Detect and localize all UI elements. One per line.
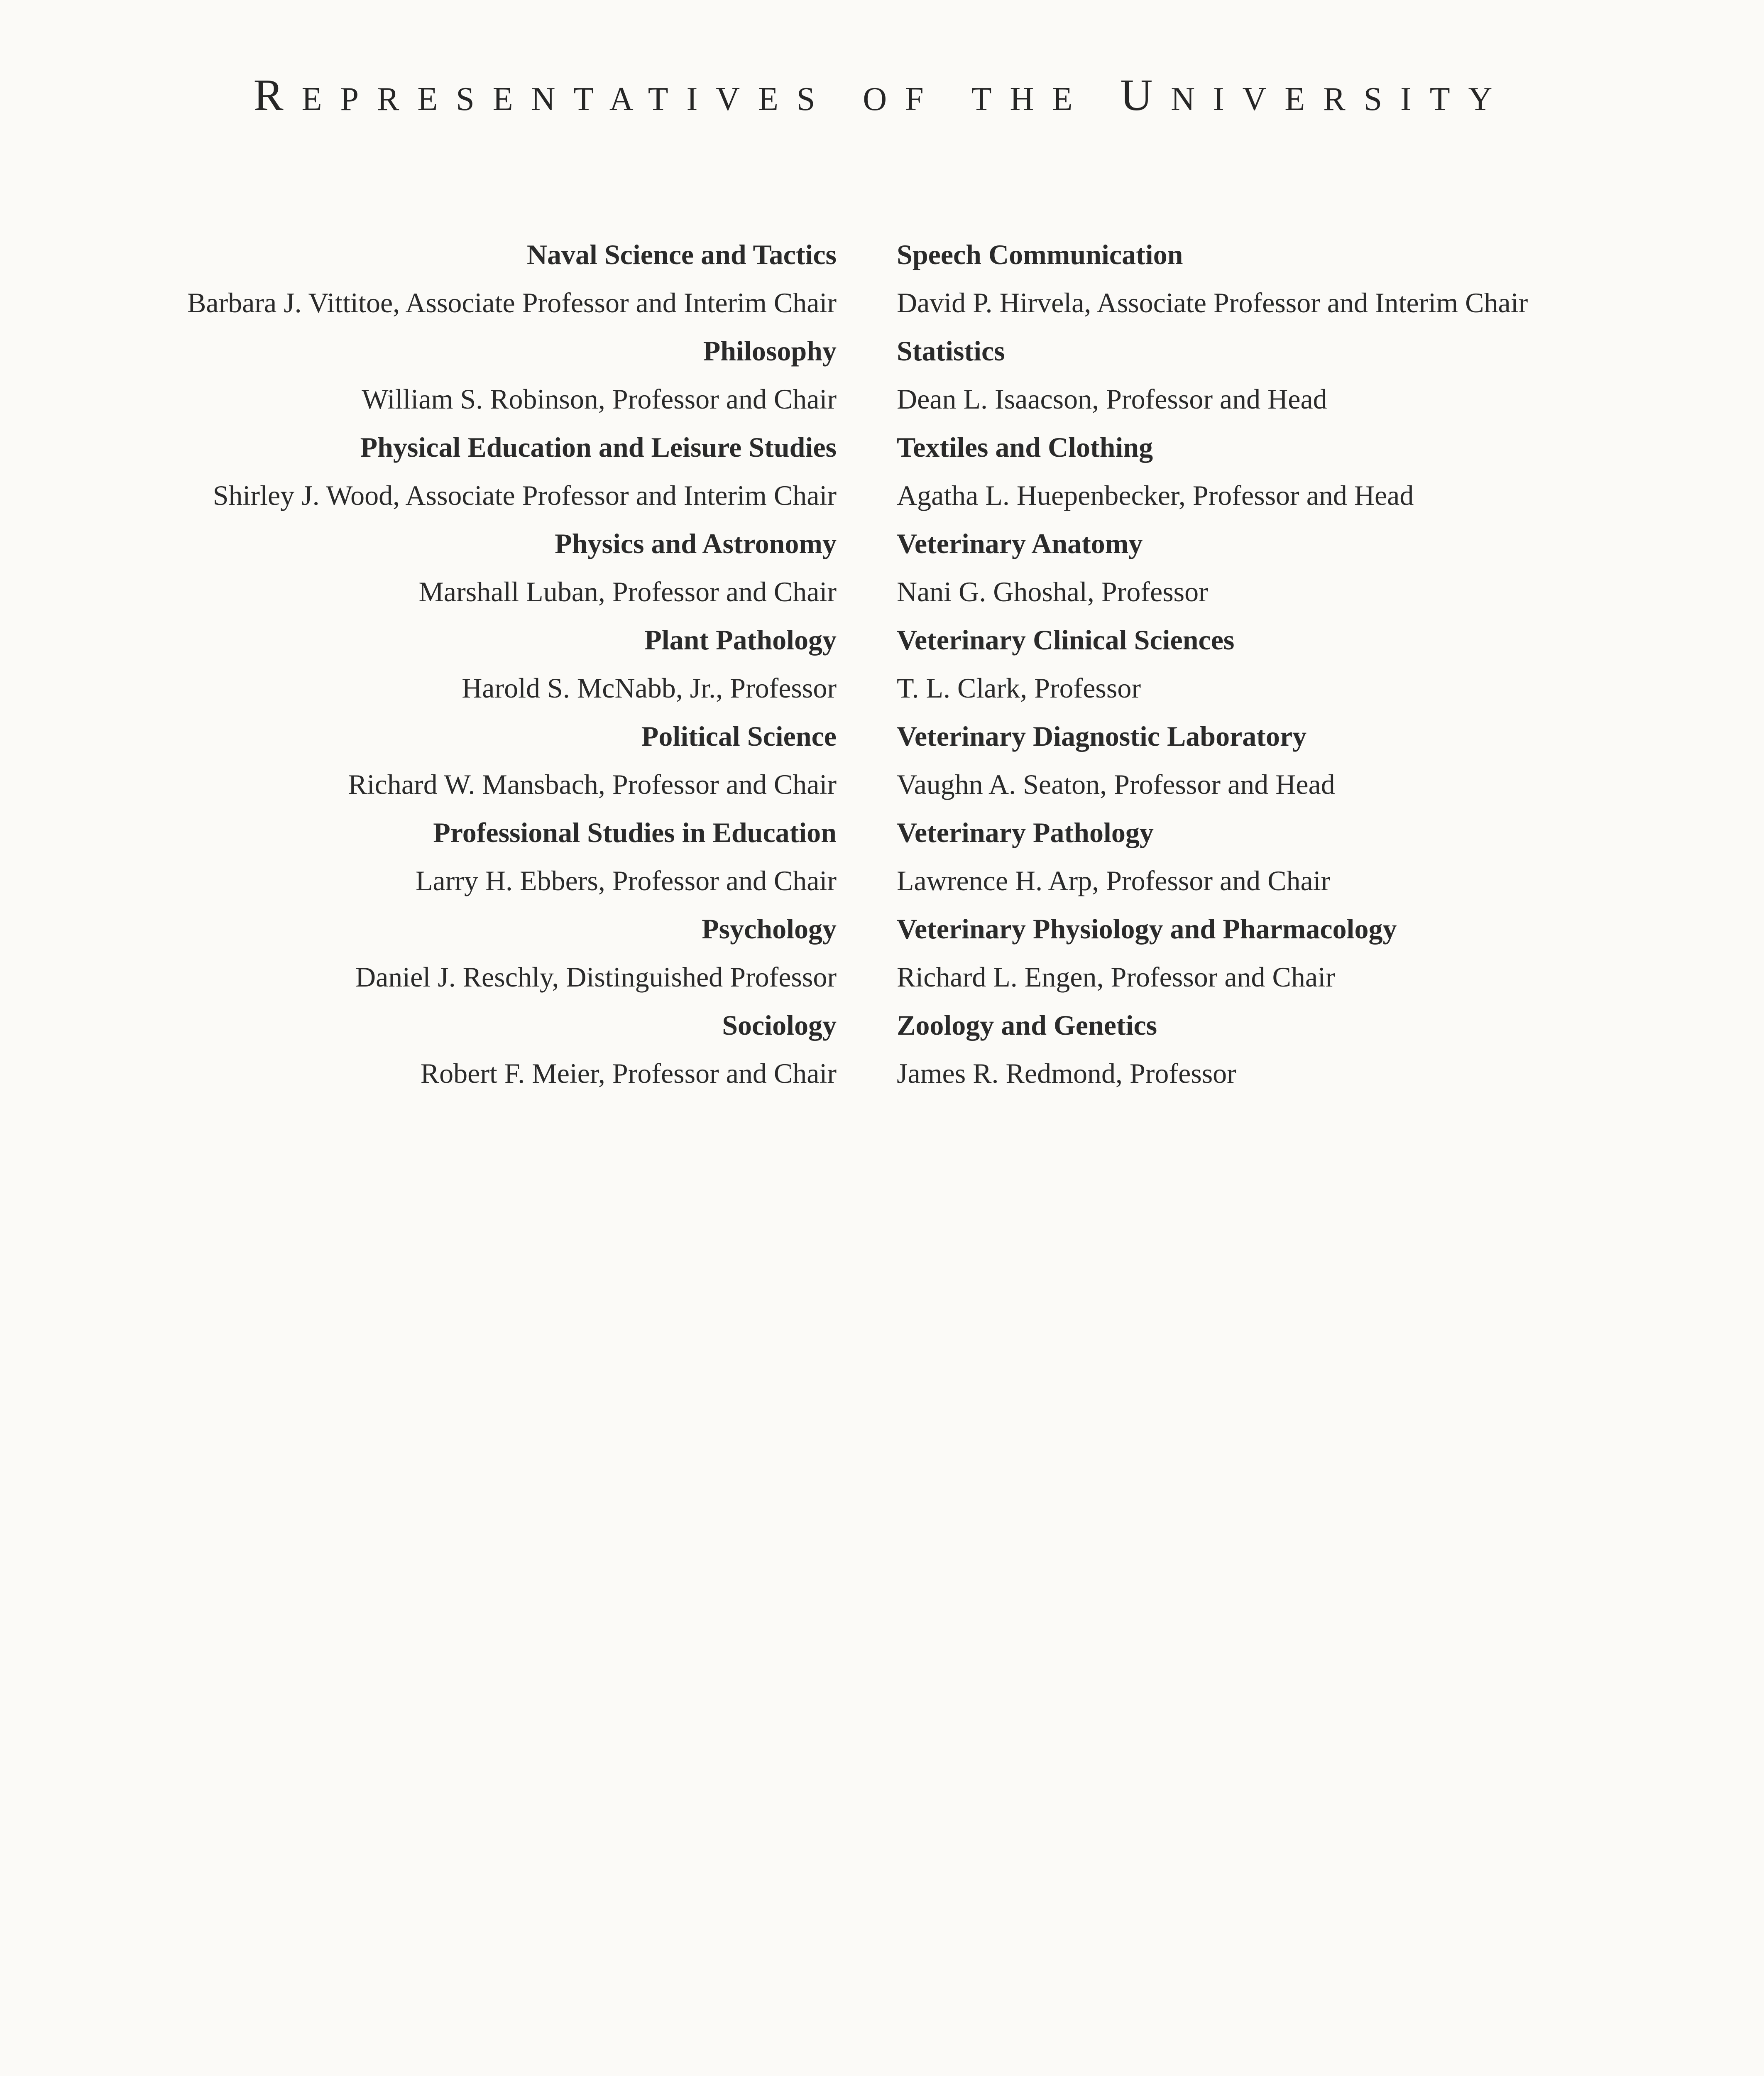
header-word-4 <box>1120 71 1510 120</box>
header-word-2-rest: OF <box>863 81 942 118</box>
department-name: Textiles and Clothing <box>897 431 1153 463</box>
department-name: Veterinary Pathology <box>897 817 1154 848</box>
department-name: Veterinary Physiology and Pharmacology <box>897 913 1397 945</box>
department-entry <box>897 808 1727 905</box>
header-word-4-cap: U <box>1120 71 1171 120</box>
representative-name: T. L. Clark, Professor <box>897 672 1141 704</box>
representative-name: Nani G. Ghoshal, Professor <box>897 576 1208 607</box>
department-name: Veterinary Diagnostic Laboratory <box>897 720 1307 752</box>
department-name: Physics and Astronomy <box>555 528 837 559</box>
representative-name: James R. Redmond, Professor <box>897 1058 1236 1089</box>
department-entry <box>897 230 1727 327</box>
representative-name: William S. Robinson, Professor and Chair <box>362 383 837 415</box>
representative-name: Robert F. Meier, Professor and Chair <box>420 1058 837 1089</box>
department-entry <box>897 616 1727 712</box>
representative-name: Shirley J. Wood, Associate Professor and Interim Chair <box>213 480 837 511</box>
left-column <box>48 230 837 1097</box>
header-word-2 <box>863 71 942 120</box>
representative-name: Agatha L. Huepenbecker, Professor and Head <box>897 480 1414 511</box>
right-column <box>897 230 1727 1097</box>
department-entry <box>48 712 837 808</box>
department-name: Plant Pathology <box>644 624 837 656</box>
department-name: Naval Science and Tactics <box>526 239 837 270</box>
representative-name: Dean L. Isaacson, Professor and Head <box>897 383 1327 415</box>
department-name: Philosophy <box>703 335 837 367</box>
department-name: Physical Education and Leisure Studies <box>360 431 837 463</box>
department-name: Veterinary Anatomy <box>897 528 1143 559</box>
representative-name: Vaughn A. Seaton, Professor and Head <box>897 769 1335 800</box>
header-word-4-rest: NIVERSITY <box>1171 81 1511 118</box>
department-name: Professional Studies in Education <box>433 817 837 848</box>
department-entry <box>48 905 837 1001</box>
department-entry <box>897 519 1727 616</box>
department-entry <box>897 327 1727 423</box>
representative-name: Harold S. McNabb, Jr., Professor <box>462 672 837 704</box>
representative-name: David P. Hirvela, Associate Professor and Interim Chair <box>897 287 1528 318</box>
representative-name: Richard W. Mansbach, Professor and Chair <box>348 769 837 800</box>
department-entry <box>48 1001 837 1097</box>
department-name: Sociology <box>722 1009 837 1041</box>
representative-name: Daniel J. Reschly, Distinguished Professor <box>355 961 837 993</box>
department-name: Political Science <box>641 720 837 752</box>
department-name: Statistics <box>897 335 1005 367</box>
header-word-3-rest: THE <box>971 81 1091 118</box>
header-word-3 <box>971 71 1091 120</box>
representative-name: Larry H. Ebbers, Professor and Chair <box>415 865 837 896</box>
department-name: Psychology <box>702 913 837 945</box>
department-name: Speech Communication <box>897 239 1183 270</box>
department-entry <box>48 327 837 423</box>
page-header <box>0 70 1764 121</box>
department-entry <box>48 616 837 712</box>
department-name: Zoology and Genetics <box>897 1009 1157 1041</box>
department-entry <box>897 423 1727 519</box>
representative-name: Marshall Luban, Professor and Chair <box>418 576 837 607</box>
header-word-1-cap: R <box>253 71 302 120</box>
department-entry <box>48 519 837 616</box>
department-entry <box>897 1001 1727 1097</box>
department-name: Veterinary Clinical Sciences <box>897 624 1235 656</box>
representative-name: Lawrence H. Arp, Professor and Chair <box>897 865 1331 896</box>
representative-name: Barbara J. Vittitoe, Associate Professor and Interim Chair <box>187 287 837 318</box>
representative-name: Richard L. Engen, Professor and Chair <box>897 961 1335 993</box>
department-entry <box>897 712 1727 808</box>
header-word-1-rest: EPRESENTATIVES <box>301 81 834 118</box>
department-entry <box>48 230 837 327</box>
department-entry <box>48 423 837 519</box>
department-entry <box>48 808 837 905</box>
header-word-1 <box>254 71 834 120</box>
department-entry <box>897 905 1727 1001</box>
